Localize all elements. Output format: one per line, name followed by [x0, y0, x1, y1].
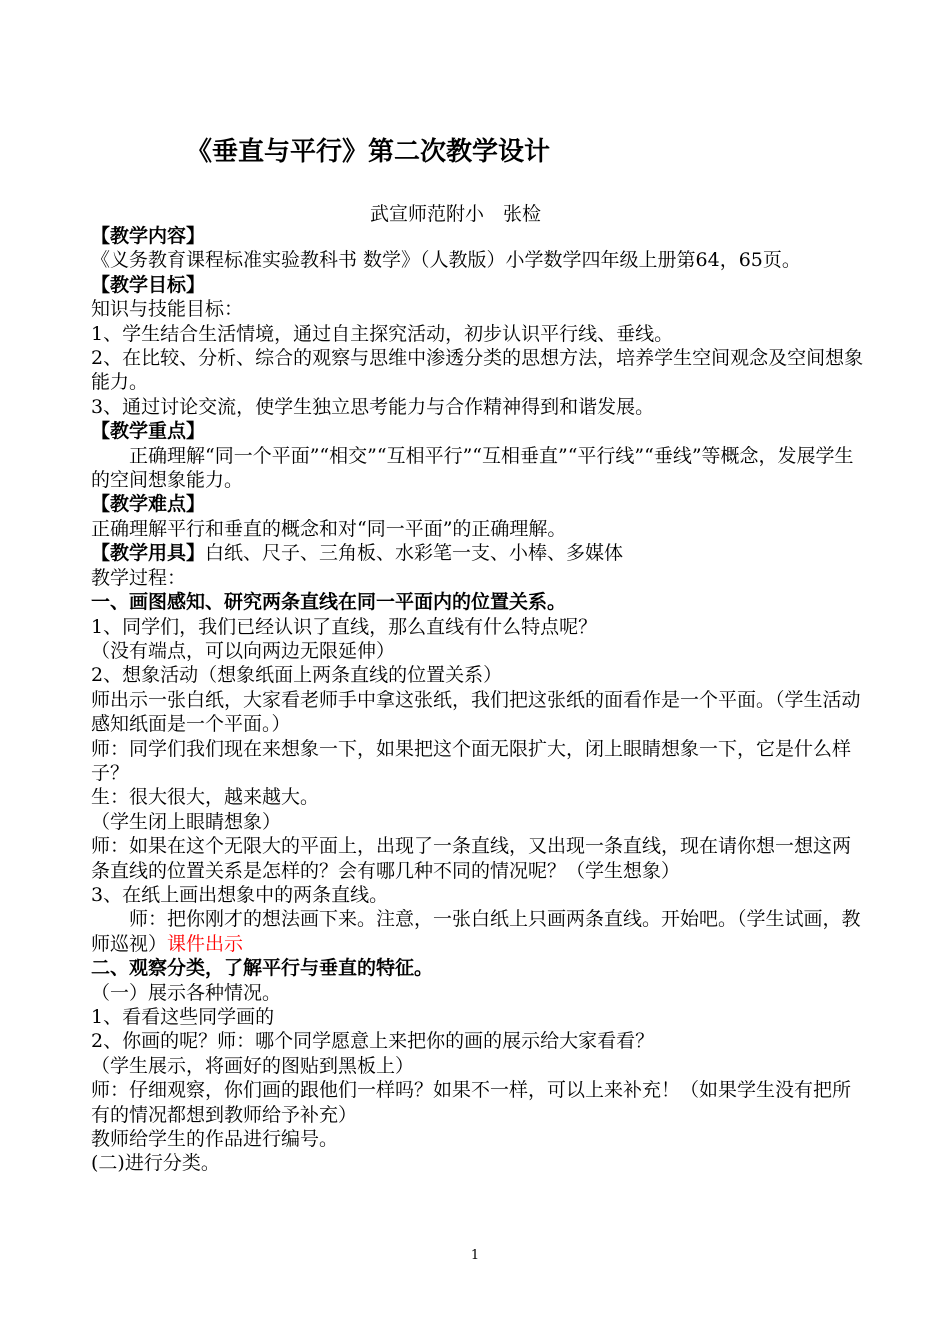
document-body [91, 224, 866, 1176]
part1-line-6: 生：很大很大，越来越大。 [91, 786, 320, 809]
part1-line-10-text: 师：把你刚才的想法画下来。注意，一张白纸上只画两条直线。开始吧。（学生试画，教师巡视） [91, 908, 861, 955]
part1-line-4: 师出示一张白纸，大家看老师手中拿这张纸，我们把这张纸的面看作是一个平面。（学生活动感知纸面是一个平面。） [91, 688, 861, 736]
part1-line-9: 3、在纸上画出想象中的两条直线。 [91, 883, 389, 906]
part1-line-5: 师：同学们我们现在来想象一下，如果把这个面无限扩大，闭上眼睛想象一下，它是什么样子？ [91, 737, 852, 784]
goal-item-1: 1、学生结合生活情境，通过自主探究活动，初步认识平行线、垂线。 [91, 322, 674, 345]
part2-line-2: 1、看看这些同学画的 [91, 1006, 275, 1028]
goal-item-3: 3、通过讨论交流，使学生独立思考能力与合作精神得到和谐发展。 [91, 395, 655, 418]
tools-heading: 【教学用具】 [91, 542, 206, 565]
part1-heading: 一、画图感知、研究两条直线在同一平面内的位置关系。 [91, 591, 567, 614]
difficulty-text: 正确理解平行和垂直的概念和对“同一平面”的正确理解。 [91, 517, 567, 540]
key-point-text: 正确理解“同一个平面”“相交”“互相平行”“互相垂直”“平行线”“垂线”等概念，发展学生的空间想象能力。 [91, 444, 854, 492]
tools-line [91, 541, 866, 565]
courseware-note: 课件出示 [167, 932, 244, 955]
part2-line-3: 2、你画的呢？师：哪个同学愿意上来把你的画的展示给大家看看？ [91, 1030, 655, 1053]
part1-line-3: 2、想象活动（想象纸面上两条直线的位置关系） [91, 664, 503, 687]
part1-line-8: 师：如果在这个无限大的平面上，出现了一条直线，又出现一条直线，现在请你想一想这两条直线的位置关系是怎样的？会有哪几种不同的情况呢？（学生想象） [91, 835, 852, 882]
part1-line-2: （没有端点，可以向两边无限延伸） [91, 639, 396, 662]
content-heading: 【教学内容】 [91, 225, 206, 247]
tools-text: 白纸、尺子、三角板、水彩笔一支、小棒、多媒体 [205, 542, 624, 565]
part1-line-7: （学生闭上眼睛想象） [91, 810, 282, 833]
part2-line-1: （一）展示各种情况。 [91, 981, 282, 1004]
goal-intro: 知识与技能目标： [91, 298, 244, 321]
part1-line-1: 1、同学们，我们已经认识了直线，那么直线有什么特点呢？ [91, 615, 598, 638]
part2-line-4: （学生展示，将画好的图贴到黑板上） [91, 1054, 415, 1077]
part2-line-5: 师：仔细观察，你们画的跟他们一样吗？如果不一样，可以上来补充！（如果学生没有把所有的情况都想到教师给予补充） [91, 1079, 852, 1126]
author-line: 武宣师范附小 张检 [370, 203, 542, 225]
process-label: 教学过程： [91, 566, 187, 589]
key-point-heading: 【教学重点】 [91, 420, 206, 443]
goal-item-2: 2、在比较、分析、综合的观察与思维中渗透分类的思想方法，培养学生空间观念及空间想象能力。 [91, 347, 864, 394]
document-title: 《垂直与平行》第二次教学设计 [186, 137, 551, 167]
part2-line-6: 教师给学生的作品进行编号。 [91, 1128, 339, 1151]
part1-line-10 [91, 907, 866, 956]
part2-heading: 二、观察分类，了解平行与垂直的特征。 [91, 957, 434, 980]
goal-heading: 【教学目标】 [91, 273, 206, 296]
content-text: 《义务教育课程标准实验教科书 数学》（人教版）小学数学四年级上册第64，65页。 [91, 249, 801, 272]
part2-line-7: (二)进行分类。 [91, 1152, 220, 1175]
difficulty-heading: 【教学难点】 [91, 493, 206, 516]
page-number: 1 [470, 1248, 480, 1263]
